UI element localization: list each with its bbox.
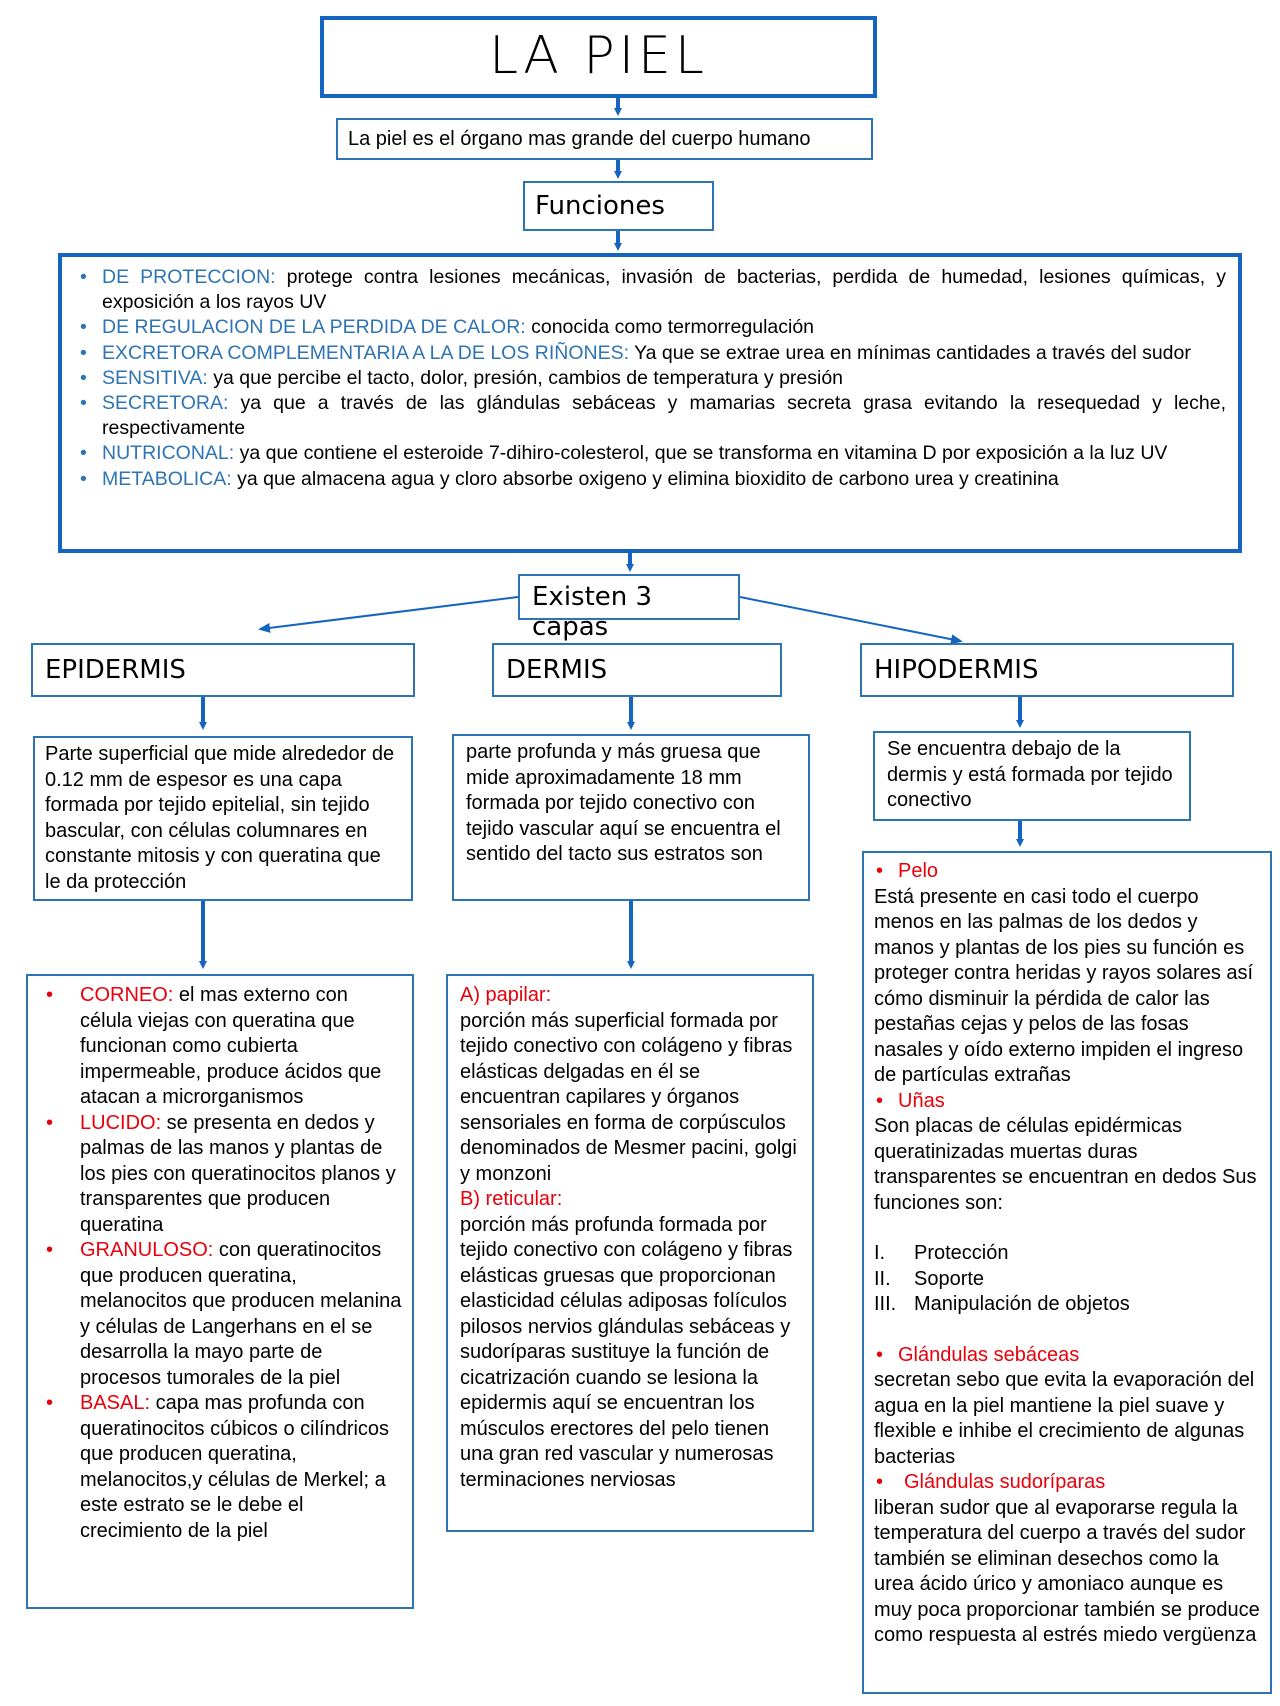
- unas-function-item: [874, 1267, 1260, 1293]
- function-text: ya que contiene el esteroide 7-dihiro-colesterol, que se transforma en vitamina D por exposición a la luz UV: [234, 442, 1168, 465]
- stratum-name: GRANULOSO:: [80, 1239, 214, 1261]
- unas-function-text: Protección: [914, 1242, 1009, 1264]
- functions-heading: Funciones: [535, 191, 665, 221]
- title-box: [320, 16, 877, 98]
- unas-function-text: Manipulación de objetos: [914, 1293, 1130, 1315]
- unas-functions-list: [874, 1241, 1260, 1318]
- stratum-item: [38, 1391, 402, 1544]
- spacer: [874, 1318, 1260, 1343]
- function-text: protege contra lesiones mecánicas, invasión de bacterias, perdida de humedad, lesiones químicas, y exposición a los rayos UV: [102, 266, 1227, 314]
- arrow-layers-to-epidermis: [261, 597, 518, 629]
- dermis-heading: DERMIS: [506, 655, 608, 685]
- function-name: DE REGULACION DE LA PERDIDA DE CALOR:: [102, 316, 526, 339]
- stratum-item: [38, 1111, 402, 1239]
- unas-function-item: [874, 1241, 1260, 1267]
- dermis-strata-box: [446, 974, 814, 1532]
- functions-list: [74, 265, 1226, 492]
- function-name: SENSITIVA:: [102, 366, 208, 389]
- stratum-item: [38, 1238, 402, 1391]
- function-name: DE PROTECCION:: [102, 266, 276, 288]
- stratum-name: BASAL:: [80, 1392, 151, 1414]
- unas-function-text: Soporte: [914, 1267, 985, 1290]
- epidermis-strata-box: [26, 974, 414, 1609]
- page-title: LA PIEL: [489, 26, 708, 86]
- dermis-description: parte profunda y más gruesa que mide aproximadamente 18 mm formada por tejido conectivo con tejido vascular aquí se encuentra el sentido del tacto sus estratos son: [466, 741, 781, 865]
- function-text: Ya que se extrae urea en mínimas cantidades a través del sudor: [629, 341, 1191, 364]
- function-text: conocida como termorregulación: [525, 316, 815, 339]
- epidermis-description: Parte superficial que mide alrededor de 0.12 mm de espesor es una capa formada por tejido epitelial, sin tejido bascular, con células columnares en constante mitosis y con queratina que le da protección: [45, 743, 395, 893]
- layers-heading: Existen 3 capas: [532, 582, 653, 642]
- unas-function-item: [874, 1292, 1260, 1318]
- unas-text: Son placas de células epidérmicas queratinizadas muertas duras transparentes se encuentran en dedos Sus funciones son:: [874, 1115, 1257, 1214]
- functions-heading-box: [523, 181, 714, 231]
- function-name: EXCRETORA COMPLEMENTARIA A LA DE LOS RIÑONES:: [102, 341, 630, 364]
- reticular-text: porción más profunda formada por tejido conectivo con colágeno y fibras elásticas gruesas que proporcionan elasticidad células adiposas folículos pilosos nervios glándulas sebáceas y sudoríparas sustituye la función de cicatrización cuando se lesiona la epidermis aquí se encuentran los músculos erectores del pelo tienen una gran red vascular y numerosas terminaciones nerviosas: [460, 1213, 793, 1491]
- arrow-layers-to-hipodermis: [740, 597, 960, 641]
- stratum-name: LUCIDO:: [80, 1111, 162, 1134]
- epidermis-strata-list: [38, 983, 402, 1544]
- function-name: NUTRICONAL:: [102, 442, 235, 465]
- stratum-name: CORNEO:: [80, 984, 174, 1006]
- reticular-label: B) reticular:: [460, 1188, 563, 1210]
- function-item: [74, 467, 1226, 492]
- function-text: ya que almacena agua y cloro absorbe oxigeno y elimina bioxidito de carbono urea y creatinina: [231, 467, 1059, 490]
- spacer: [874, 1216, 1260, 1241]
- stratum-text: se presenta en dedos y palmas de las manos y plantas de los pies con queratinocitos planos y transparentes que producen queratina: [80, 1111, 396, 1236]
- dermis-heading-box: [492, 643, 782, 697]
- function-item: [74, 391, 1226, 441]
- unas-label: • Uñas: [874, 1089, 1260, 1115]
- epidermis-heading-box: [31, 643, 415, 697]
- function-item: [74, 265, 1226, 315]
- hipodermis-description: Se encuentra debajo de la dermis y está formada por tejido conectivo: [887, 738, 1173, 811]
- definition-box: [336, 118, 873, 160]
- function-name: SECRETORA:: [102, 392, 229, 415]
- stratum-text: capa mas profunda con queratinocitos cúbicos o cilíndricos que producen queratina, melanocitos,y células de Merkel; a este estrato se le debe el crecimiento de la piel: [80, 1392, 390, 1542]
- pelo-text: Está presente en casi todo el cuerpo menos en las palmas de los dedos y manos y plantas de los pies su función es proteger contra heridas y rayos solares así cómo disminuir la pérdida de calor las pestañas cejas y pelos de las fosas nasales y oído externo impiden el ingreso de partículas extrañas: [874, 885, 1254, 1086]
- roman-numeral: II.: [874, 1267, 891, 1290]
- layers-heading-box: [518, 574, 740, 642]
- roman-numeral: I.: [874, 1242, 886, 1264]
- papilar-text: porción más superficial formada por tejido conectivo con colágeno y fibras elásticas delgadas en él se encuentran capilares y órganos sensoriales en forma de corpúsculos denominados de Mesmer pacini, golgi y monzoni: [460, 1009, 797, 1185]
- roman-numeral: III.: [874, 1293, 897, 1315]
- sudoriparas-label: • Glándulas sudoríparas: [874, 1470, 1260, 1496]
- functions-list-box: [58, 253, 1242, 553]
- hipodermis-annexes-box: [862, 851, 1272, 1694]
- stratum-text: el mas externo con célula viejas con queratina que funcionan como cubierta impermeable, produce ácidos que atacan a microrganismos: [80, 984, 382, 1108]
- function-item: [74, 441, 1226, 466]
- function-text: ya que a través de las glándulas sebáceas y mamarias secreta grasa evitando la resequedad y leche, respectivamente: [102, 392, 1226, 440]
- sebaceas-label: • Glándulas sebáceas: [874, 1343, 1260, 1369]
- sudoriparas-text: liberan sudor que al evaporarse regula la temperatura del cuerpo a través del sudor también se eliminan desechos como la urea ácido úrico y amoniaco aunque es muy poca proporcionar también se produce como respuesta al estrés miedo vergüenza: [874, 1496, 1260, 1646]
- sebaceas-text: secretan sebo que evita la evaporación del agua en la piel mantiene la piel suave y flexible e inhibe el crecimiento de algunas bacterias: [874, 1369, 1255, 1468]
- function-item: [74, 366, 1226, 391]
- pelo-label: • Pelo: [874, 859, 1260, 885]
- function-item: [74, 341, 1226, 366]
- definition-text: La piel es el órgano mas grande del cuerpo humano: [348, 128, 811, 150]
- hipodermis-heading-box: [860, 643, 1234, 697]
- epidermis-heading: EPIDERMIS: [45, 655, 186, 685]
- dermis-description-box: [452, 734, 810, 901]
- papilar-label: A) papilar:: [460, 984, 552, 1006]
- stratum-text: con queratinocitos que producen queratina, melanocitos que producen melanina y células de Langerhans en el se desarrolla la mayo parte de procesos tumorales de la piel: [80, 1239, 402, 1389]
- epidermis-description-box: [33, 736, 413, 901]
- stratum-item: [38, 983, 402, 1111]
- function-name: METABOLICA:: [102, 467, 232, 490]
- function-item: [74, 315, 1226, 340]
- function-text: ya que percibe el tacto, dolor, presión, cambios de temperatura y presión: [207, 366, 844, 389]
- hipodermis-description-box: [873, 731, 1191, 821]
- hipodermis-heading: HIPODERMIS: [874, 655, 1039, 685]
